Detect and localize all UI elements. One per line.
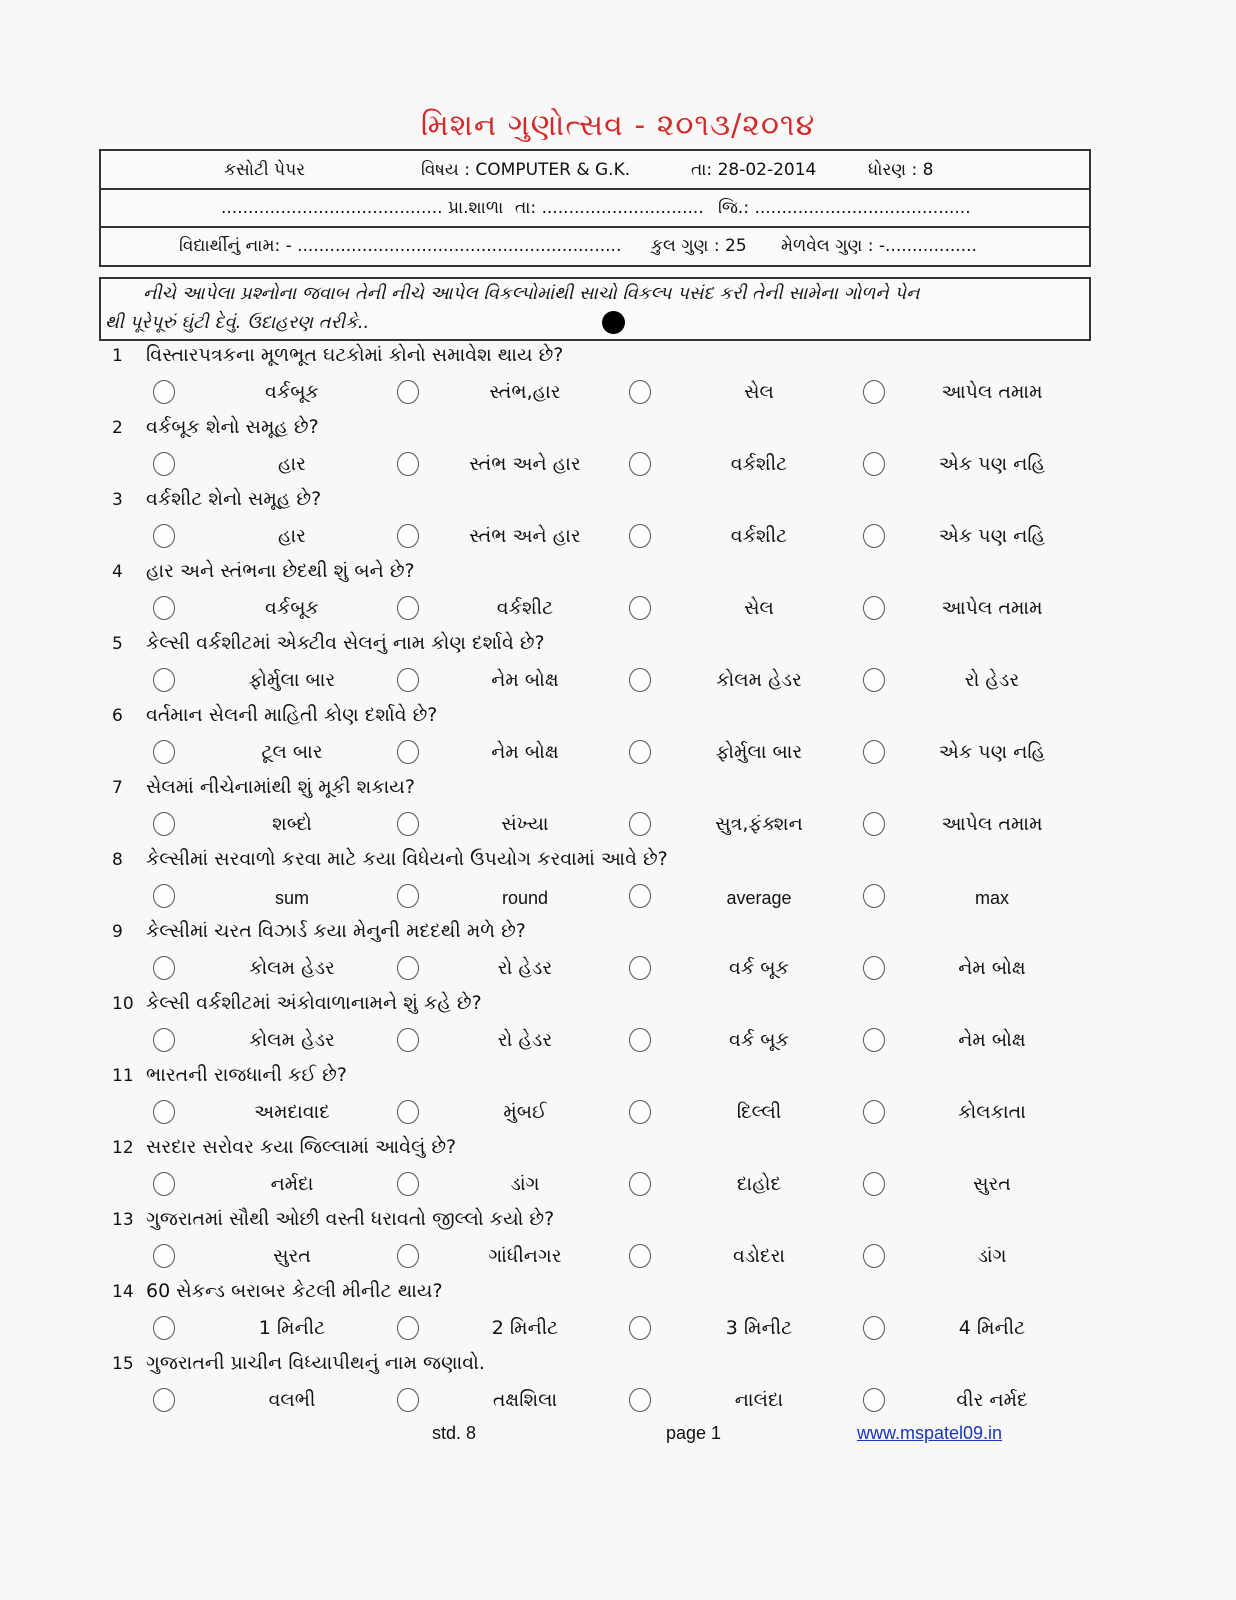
option-a-label: વલભી [268,1389,316,1411]
question-prompt: વર્કશીટ શેનો સમૂહ છે? [146,488,322,510]
radio-option-a[interactable] [153,1388,175,1412]
option-a-label: વર્કબૂક [265,381,319,403]
option-a-label: sum [274,888,309,908]
standard-label: ધોરણ : 8 [868,160,934,180]
radio-option-b[interactable] [397,1100,419,1124]
radio-option-c[interactable] [629,1244,651,1268]
question-number: 13 [112,1210,134,1230]
option-d-label: વીર નર્મદ [956,1389,1028,1411]
question-number: 4 [112,562,123,582]
question-9 [0,918,1236,990]
question-number: 12 [112,1138,134,1158]
option-d-label: max [974,888,1009,908]
radio-option-d[interactable] [863,1028,885,1052]
question-number: 6 [112,706,123,726]
radio-option-d[interactable] [863,1388,885,1412]
option-b-label: મુંબઈ [503,1101,547,1123]
radio-option-a[interactable] [153,1172,175,1196]
option-row [0,1098,1236,1130]
question-prompt: ગુજરાતની પ્રાચીન વિધ્યાપીથનું નામ જણાવો. [146,1352,485,1374]
radio-option-b[interactable] [397,380,419,404]
option-a-label: અમદાવાદ [254,1101,330,1123]
radio-option-c[interactable] [629,956,651,980]
question-12 [0,1134,1236,1206]
radio-option-b[interactable] [397,1172,419,1196]
question-prompt: વર્કબૂક શેનો સમૂહ છે? [146,416,319,438]
option-c-label: વડોદરા [732,1245,786,1267]
radio-option-b[interactable] [397,1388,419,1412]
radio-option-a[interactable] [153,524,175,548]
question-6 [0,702,1236,774]
question-text [112,632,545,654]
option-d-label: આપેલ તમામ [941,813,1043,835]
radio-option-a[interactable] [153,740,175,764]
option-b-label: નેમ બોક્ષ [491,669,559,691]
question-prompt: કેલ્સી વર્કશીટમાં અંકોવાળાનામને શું કહે છે? [146,992,482,1014]
option-b-label: ગાંધીનગર [488,1245,562,1267]
option-a-label: નર્મદા [270,1173,314,1195]
question-prompt: કેલ્સી વર્કશીટમાં એક્ટીવ સેલનું નામ કોણ દર્શાવે છે? [146,632,545,654]
option-d-label: એક પણ નહિ [938,525,1046,547]
option-a-label: કોલમ હેડર [249,957,335,979]
option-row [0,1026,1236,1058]
question-text [112,1208,554,1230]
radio-option-c[interactable] [629,1316,651,1340]
option-row [0,594,1236,626]
option-b-label: સ્તંભ અને હાર [469,453,581,475]
option-c-label: વર્ક બૂક [729,957,789,979]
instructions-box [99,277,1091,341]
option-c-label: સુત્ર,ફંક્શન [715,813,803,835]
option-row [0,1242,1236,1274]
question-text [112,1136,456,1158]
option-row [0,522,1236,554]
radio-option-c[interactable] [629,524,651,548]
option-a-label: સુરત [273,1245,311,1267]
radio-option-d[interactable] [863,1100,885,1124]
option-row [0,954,1236,986]
question-3 [0,486,1236,558]
question-text [112,344,563,366]
radio-option-d[interactable] [863,524,885,548]
question-text [112,1064,347,1086]
option-d-label: આપેલ તમામ [941,597,1043,619]
question-prompt: વિસ્તારપત્રકના મૂળભૂત ઘટકોમાં કોનો સમાવેશ થાય છે? [146,344,564,366]
option-b-label: નેમ બોક્ષ [491,741,559,763]
question-prompt: કેલ્સીમાં સરવાળો કરવા માટે કયા વિધેયનો ઉપયોગ કરવામાં આવે છે? [146,848,668,870]
page-title: મિશન ગુણોત્સવ - ૨૦૧૩/૨૦૧૪ [420,108,816,143]
radio-option-d[interactable] [863,956,885,980]
question-14 [0,1278,1236,1350]
date-label: તા: 28-02-2014 [691,160,817,180]
option-d-label: એક પણ નહિ [938,741,1046,763]
option-c-label: average [726,888,792,908]
option-c-label: 3 મિનીટ [725,1317,793,1339]
question-2 [0,414,1236,486]
radio-option-a[interactable] [153,1244,175,1268]
obtained-marks-field[interactable]: મેળવેલ ગુણ : -................. [781,236,977,256]
question-text [112,1352,485,1374]
question-number: 10 [112,994,134,1014]
question-text [112,848,668,870]
radio-option-b[interactable] [397,740,419,764]
header-row-school-info [101,188,1089,228]
radio-option-d[interactable] [863,884,885,908]
paper-type-label: કસોટી પેપર [224,160,306,180]
radio-option-d[interactable] [863,1172,885,1196]
option-row [0,450,1236,482]
question-15 [0,1350,1236,1422]
question-number: 5 [112,634,123,654]
option-c-label: દિલ્લી [736,1101,782,1123]
question-number: 14 [112,1282,134,1302]
radio-option-a[interactable] [153,668,175,692]
option-d-label: કોલકાતા [958,1101,1026,1123]
option-d-label: નેમ બોક્ષ [958,1029,1026,1051]
option-a-label: શબ્દો [272,813,312,835]
option-c-label: સેલ [744,381,774,403]
radio-option-b[interactable] [397,452,419,476]
radio-option-c[interactable] [629,812,651,836]
option-a-label: 1 મિનીટ [258,1317,326,1339]
option-b-label: સ્તંભ અને હાર [469,525,581,547]
radio-option-c[interactable] [629,1100,651,1124]
option-row [0,666,1236,698]
question-number: 3 [112,490,123,510]
footer-page-number: page 1 [666,1423,722,1443]
radio-option-a[interactable] [153,452,175,476]
website-link[interactable]: www.mspatel09.in [857,1423,1003,1443]
radio-option-c[interactable] [629,452,651,476]
option-c-label: વર્કશીટ [730,453,788,475]
radio-option-c[interactable] [629,1388,651,1412]
option-d-label: નેમ બોક્ષ [958,957,1026,979]
option-d-label: આપેલ તમામ [941,381,1043,403]
question-prompt: વર્તમાન સેલની માહિતી કોણ દર્શાવે છે? [146,704,438,726]
radio-option-c[interactable] [629,380,651,404]
option-b-label: રો હેડર [497,957,553,979]
option-b-label: round [501,888,549,908]
question-prompt: ગુજરાતમાં સૌથી ઓછી વસ્તી ધરાવતો જીલ્લો કયો છે? [146,1208,555,1230]
option-b-label: રો હેડર [497,1029,553,1051]
radio-option-c[interactable] [629,596,651,620]
option-row [0,1314,1236,1346]
option-a-label: હાર [278,525,306,547]
question-text [112,992,482,1014]
option-row [0,1170,1236,1202]
radio-option-d[interactable] [863,812,885,836]
option-c-label: ફોર્મુલા બાર [715,741,803,763]
option-b-label: વર્કશીટ [496,597,554,619]
radio-option-a[interactable] [153,380,175,404]
option-a-label: ફોર્મુલા બાર [248,669,336,691]
option-c-label: વર્ક બૂક [729,1029,789,1051]
radio-option-b[interactable] [397,1028,419,1052]
option-b-label: ડાંગ [510,1173,540,1195]
option-c-label: દાહોદ [736,1173,782,1195]
question-text [112,776,415,798]
radio-option-b[interactable] [397,596,419,620]
radio-option-a[interactable] [153,1316,175,1340]
radio-option-d[interactable] [863,380,885,404]
radio-option-a[interactable] [153,812,175,836]
school-field[interactable]: ......................................... પ્રા.શાળા [221,198,504,218]
radio-option-a[interactable] [153,956,175,980]
question-number: 11 [112,1066,134,1086]
option-d-label: ડાંગ [977,1245,1007,1267]
footer-website [857,1423,1002,1444]
radio-option-c[interactable] [629,1028,651,1052]
question-text [112,488,321,510]
option-d-label: એક પણ નહિ [938,453,1046,475]
radio-option-b[interactable] [397,1316,419,1340]
header-info-box [99,149,1091,267]
option-b-label: તક્ષશિલા [492,1389,558,1411]
option-b-label: સંખ્યા [501,813,549,835]
question-number: 9 [112,922,123,942]
option-row [0,810,1236,842]
option-row [0,882,1236,914]
option-row [0,738,1236,770]
filled-circle-example-icon [602,311,625,334]
question-number: 8 [112,850,123,870]
subject-label: વિષય : COMPUTER & G.K. [421,160,631,180]
option-a-label: વર્કબૂક [265,597,319,619]
option-d-label: રો હેડર [964,669,1020,691]
radio-option-c[interactable] [629,740,651,764]
radio-option-d[interactable] [863,740,885,764]
question-prompt: 60 સેકન્ડ બરાબર કેટલી મીનીટ થાય? [146,1280,443,1302]
radio-option-b[interactable] [397,956,419,980]
question-13 [0,1206,1236,1278]
question-number: 7 [112,778,123,798]
question-5 [0,630,1236,702]
question-prompt: હાર અને સ્તંભના છેદથી શું બને છે? [146,560,415,582]
question-10 [0,990,1236,1062]
question-7 [0,774,1236,846]
question-prompt: કેલ્સીમાં ચરત વિઝાર્ડ કયા મેનુની મદદથી મળે છે? [146,920,526,942]
option-c-label: કોલમ હેડર [716,669,802,691]
radio-option-d[interactable] [863,596,885,620]
option-c-label: વર્કશીટ [730,525,788,547]
radio-option-a[interactable] [153,596,175,620]
student-name-field[interactable]: વિદ્યાર્થીનું નામ: - ............................................................ [179,236,622,256]
radio-option-b[interactable] [397,884,419,908]
question-text [112,1280,443,1302]
question-4 [0,558,1236,630]
district-field[interactable]: જિ.: ........................................ [718,198,971,218]
radio-option-b[interactable] [397,812,419,836]
question-text [112,416,319,438]
question-text [112,704,437,726]
header-row-student-info [101,226,1089,265]
radio-option-c[interactable] [629,1172,651,1196]
radio-option-d[interactable] [863,668,885,692]
radio-option-c[interactable] [629,884,651,908]
question-prompt: સેલમાં નીચેનામાંથી શું મૂકી શકાય? [146,776,415,798]
question-prompt: સરદાર સરોવર કયા જિલ્લામાં આવેલું છે? [146,1136,457,1158]
instructions-line-1: નીચે આપેલા પ્રશ્નોના જવાબ તેની નીચે આપેલ વિકલ્પોમાંથી સાચો વિકલ્પ પસંદ કરી તેની સામેના ગોળને પેન [143,283,920,304]
radio-option-d[interactable] [863,1316,885,1340]
question-8 [0,846,1236,918]
question-text [112,920,526,942]
question-text [112,560,415,582]
question-number: 1 [112,346,123,366]
option-row [0,378,1236,410]
radio-option-a[interactable] [153,1100,175,1124]
radio-option-b[interactable] [397,1244,419,1268]
option-b-label: સ્તંભ,હાર [489,381,561,403]
option-a-label: કોલમ હેડર [249,1029,335,1051]
instructions-line-2: થી પૂરેપૂરું ઘુંટી દેવું. ઉદાહરણ તરીકે.. [105,312,370,333]
question-number: 2 [112,418,123,438]
header-row-paper-info [101,151,1089,190]
option-b-label: 2 મિનીટ [491,1317,559,1339]
question-number: 15 [112,1354,134,1374]
radio-option-d[interactable] [863,452,885,476]
option-d-label: સુરત [973,1173,1011,1195]
option-a-label: હાર [278,453,306,475]
option-row [0,1386,1236,1418]
option-d-label: 4 મિનીટ [958,1317,1026,1339]
radio-option-b[interactable] [397,524,419,548]
option-c-label: સેલ [744,597,774,619]
radio-option-c[interactable] [629,668,651,692]
question-1 [0,342,1236,414]
question-11 [0,1062,1236,1134]
option-c-label: નાલંદા [734,1389,784,1411]
taluka-field[interactable]: તા: .............................. [515,198,704,218]
footer-standard: std. 8 [432,1423,477,1443]
radio-option-a[interactable] [153,884,175,908]
radio-option-b[interactable] [397,668,419,692]
radio-option-d[interactable] [863,1244,885,1268]
total-marks-label: કુલ ગુણ : 25 [651,236,747,256]
question-prompt: ભારતની રાજધાની કઈ છે? [146,1064,347,1086]
option-a-label: ટૂલ બાર [261,741,323,763]
radio-option-a[interactable] [153,1028,175,1052]
